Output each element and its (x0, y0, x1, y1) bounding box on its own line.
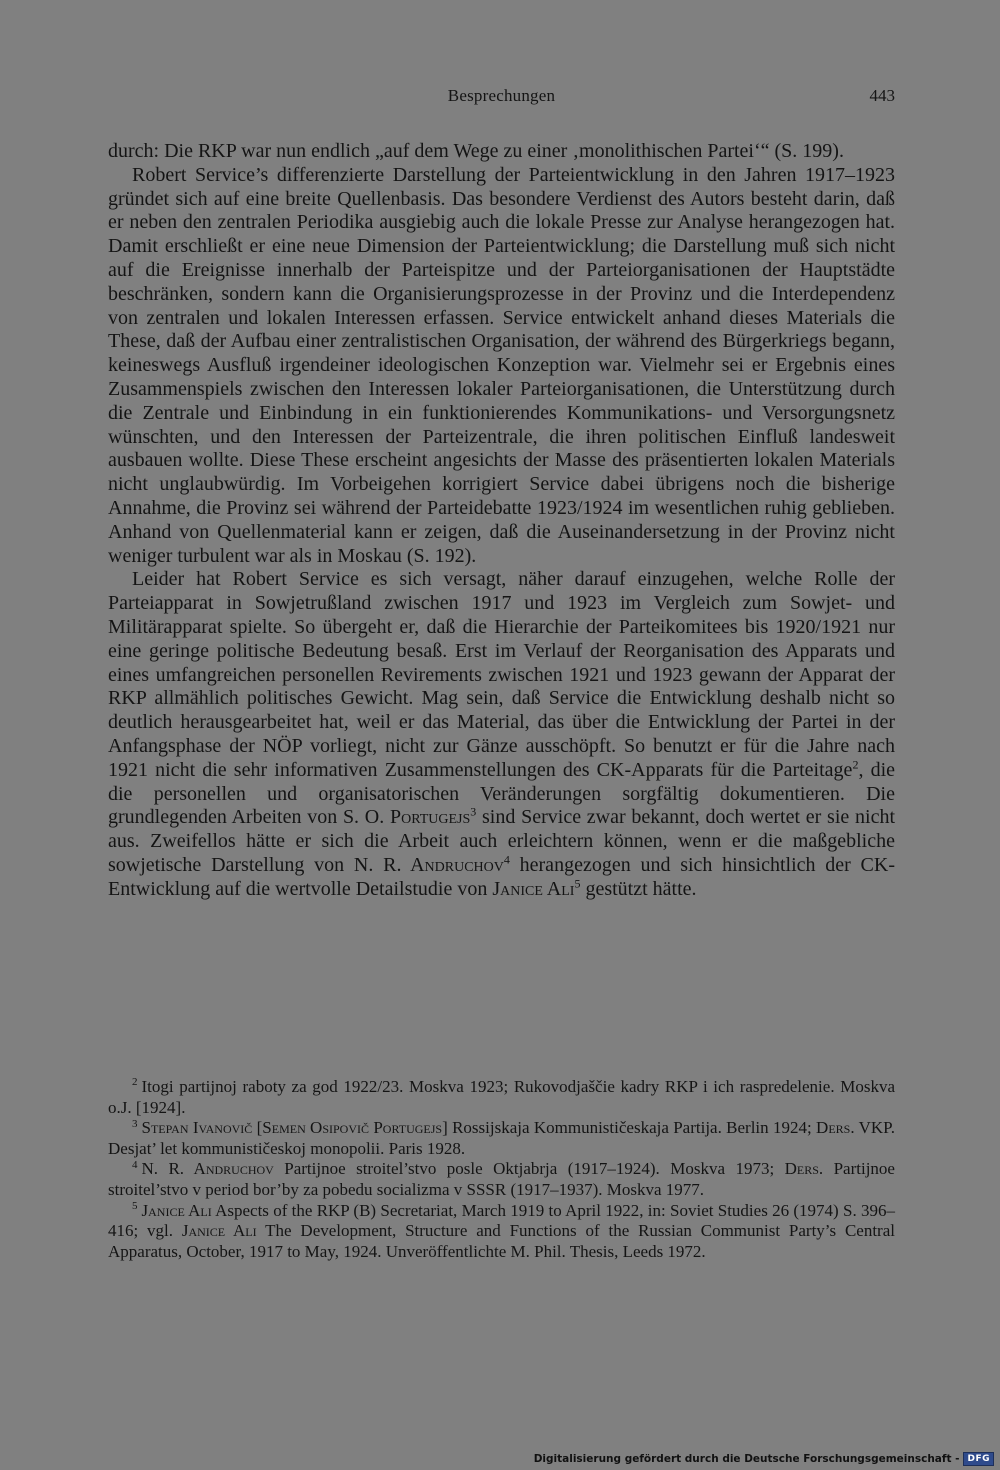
author-name: Janice Ali (492, 877, 575, 900)
footnote-ref-2: 2 (852, 757, 859, 772)
footnote-number: 2 (132, 1076, 138, 1089)
footnote-text: VKP. Desjat’ let kommunističeskoj monopolii. Paris 1928. (108, 1118, 895, 1158)
footnote-text: Itogi partijnoj raboty za god 1922/23. Moskva 1923; Rukovodjaščie kadry RKP i ich raspredelenie. Moskva o.J. [1924]. (108, 1077, 895, 1117)
page-number: 443 (869, 86, 895, 105)
footnote-text: Partijnoe stroitel’stvo v period bor’by za pobedu socializma v SSSR (1917–1937). Moskva 1977. (108, 1159, 895, 1199)
footnote-text: Aspects of the RKP (B) Secretariat, March 1919 to April 1922, in: Soviet Studies 26 (1974) S. 396–416; vgl. (108, 1200, 895, 1241)
author-name: N. R. Andruchov (141, 1159, 274, 1179)
author-name: Stepan Ivanovič [Semen Osipovič Portugejs] (141, 1118, 448, 1138)
running-title: Besprechungen (447, 86, 556, 105)
author-name: Ders. (816, 1118, 855, 1138)
footnote-3 (108, 1118, 895, 1159)
footnote-number: 4 (132, 1158, 138, 1171)
paragraph-1: durch: Die RKP war nun endlich „auf dem Wege zu einer ‚monolithischen Partei‘“ (S. 199). (108, 140, 844, 162)
digitization-note: Digitalisierung gefördert durch die Deutsche Forschungsgemeinschaft - (533, 1453, 960, 1465)
author-name: S. O. Portugejs (342, 806, 471, 829)
footnote-ref-3: 3 (470, 804, 477, 819)
footnote-ref-5: 5 (574, 876, 581, 891)
paragraph-3 (108, 568, 895, 901)
digitization-footer (534, 1452, 994, 1466)
author-name: Janice Ali (181, 1221, 257, 1241)
body-text (108, 140, 895, 902)
running-head (108, 86, 895, 110)
paragraph-2: Robert Service’s differenzierte Darstellung der Parteientwicklung in den Jahren 1917–1923 gründet sich auf eine breite Quellenbasis. Das besondere Verdienst des Autors besteht darin, daß er neben den zentralen Periodika ausgiebig auch die lokale Presse zur Analyse herangezogen hat. Damit erschließt er eine neue Dimension der Parteientwicklung; die Darstellung muß sich nicht auf die Ereignisse innerhalb der Parteispitze und der Parteiorganisationen der Hauptstädte beschränken, sondern kann die Organisierungsprozesse in der Provinz und die Interdependenz von zentralen und lokalen Interessen erfassen. Service entwickelt anhand dieses Materials die These, daß der Aufbau einer zentralistischen Organisation, der während des Bürgerkriegs begann, keineswegs Ausfluß irgendeiner ideologischen Konzeption war. Vielmehr sei er Ergebnis eines Zusammenspiels zwischen den Interessen lokaler Parteiorganisationen, die Unterstützung durch die Zentrale und Einbindung in ein funktionierendes Kommunikations- und Versorgungsnetz wünschten, und den Interessen der Parteizentrale, die ihren politischen Einfluß landesweit ausbauen wollte. Diese These erscheint angesichts der Masse des präsentierten lokalen Materials nicht unglaubwürdig. Im Vorbeigehen korrigiert Service dabei übrigens noch die bisherige Annahme, die Provinz sei während der Parteidebatte 1923/1924 im wesentlichen ruhig geblieben. Anhand von Quellenmaterial kann er zeigen, daß die Auseinandersetzung in der Provinz nicht weniger turbulent war als in Moskau (S. 192). (108, 163, 895, 567)
footnote-text: The Development, Structure and Functions of the Russian Communist Party’s Central Apparatus, October, 1917 to May, 1924. Unveröffentlichte M. Phil. Thesis, Leeds 1972. (108, 1221, 895, 1261)
paragraph-3-text: herangezogen und sich hinsichtlich der CK-Entwicklung auf die wertvolle Detailstudie von (108, 853, 896, 900)
footnote-ref-4: 4 (503, 852, 510, 867)
paragraph-3-text: , die die personellen und organisatorischen Veränderungen sorgfältig dokumentieren. Die grundlegenden Arbeiten von (108, 758, 896, 829)
author-name: Janice Ali (141, 1200, 212, 1220)
paragraph-3-text: sind Service zwar bekannt, doch wertet er sie nicht aus. Zweifellos hätte er sich die Arbeit auch erleichtern können, wenn er die maßgebliche sowjetische Darstellung von (108, 806, 896, 876)
footnote-5 (108, 1201, 895, 1263)
footnote-4 (108, 1159, 895, 1200)
footnote-2 (108, 1077, 895, 1118)
paragraph-3-text: gestützt hätte. (580, 877, 697, 900)
author-name: N. R. Andruchov (353, 853, 504, 876)
paragraph-3-text: Leider hat Robert Service es sich versagt, näher darauf einzugehen, welche Rolle der Parteiapparat in Sowjetrußland zwischen 1917 und 1923 im Vergleich zum Sowjet- und Militärapparat spielte. So übergeht er, daß die Hierarchie der Parteikomitees bis 1920/1921 nur eine geringe politische Bedeutung besaß. Erst im Verlauf der Reorganisation des Apparats und eines umfangreichen personellen Revirements zwischen 1921 und 1923 gewann der Apparat der RKP allmählich politisches Gewicht. Mag sein, daß Service die Entwicklung deshalb nicht so deutlich herausgearbeitet hat, weil er das Material, das über die Entwicklung der Partei in der Anfangsphase der NÖP vorliegt, nicht zur Gänze ausschöpft. So benutzt er für die Jahre nach 1921 nicht die sehr informativen Zusammenstellungen des CK-Apparats für die Parteitage (108, 568, 895, 781)
footnote-text: Rossijskaja Kommunističeskaja Partija. Berlin 1924; (447, 1118, 817, 1138)
footnotes (108, 1077, 895, 1262)
footnote-text: Partijnoe stroitel’stvo posle Oktjabrja (1917–1924). Moskva 1973; (273, 1159, 785, 1179)
dfg-logo-icon: DFG (963, 1452, 994, 1466)
footnote-number: 5 (132, 1199, 138, 1212)
footnote-number: 3 (132, 1117, 138, 1130)
author-name: Ders. (784, 1159, 824, 1179)
